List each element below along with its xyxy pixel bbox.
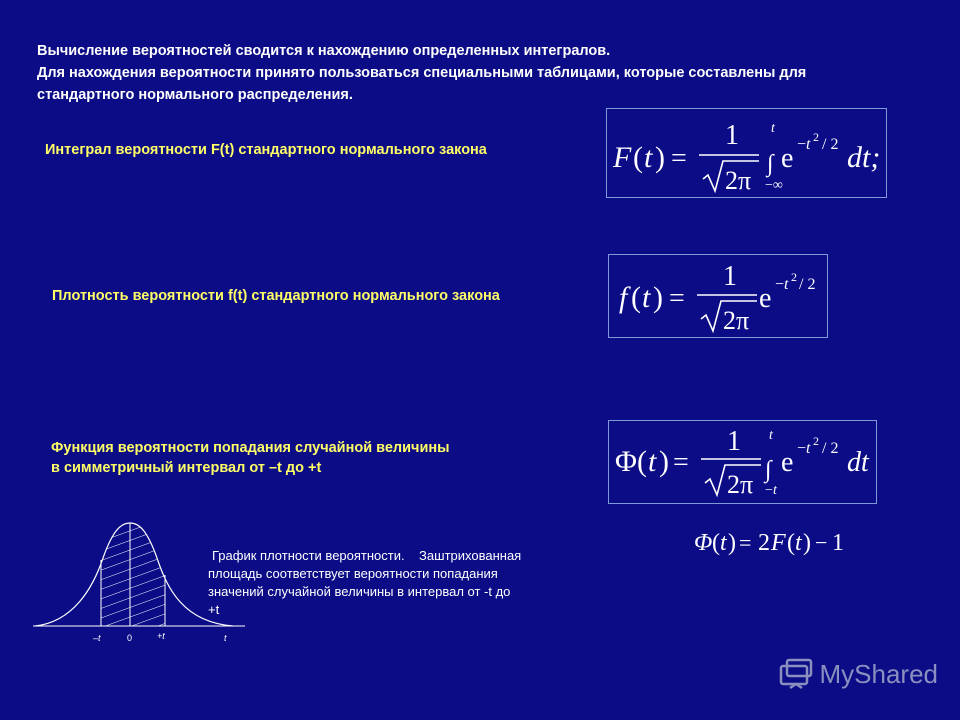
myshared-logo-icon [778, 658, 814, 690]
svg-text:/ 2: / 2 [799, 276, 816, 293]
interval-formula [609, 421, 876, 503]
density-formula [609, 255, 827, 337]
svg-text:f: f [619, 281, 628, 314]
svg-text:F: F [613, 141, 632, 174]
svg-text:=: = [739, 530, 752, 555]
svg-text:1: 1 [727, 426, 741, 457]
svg-text:t: t [784, 276, 789, 293]
svg-text:t: t [771, 121, 775, 136]
svg-text:(: ( [787, 530, 795, 556]
svg-text:t: t [773, 483, 777, 498]
svg-text:dt;: dt; [847, 141, 881, 174]
intro-text [37, 40, 957, 106]
svg-text:2π: 2π [723, 306, 750, 335]
svg-text:): ) [659, 445, 669, 478]
svg-text:Φ: Φ [694, 530, 713, 556]
svg-text:e: e [781, 447, 794, 478]
svg-text:e: e [759, 283, 772, 314]
interval-formula-box [608, 420, 877, 504]
svg-text:−: − [815, 530, 828, 555]
svg-text:): ) [803, 530, 811, 556]
svg-text:∫: ∫ [765, 457, 772, 483]
interval-label-line-1: Функция вероятности попадания случайной величины [51, 440, 450, 456]
svg-text:2: 2 [791, 270, 797, 284]
svg-text:t: t [806, 440, 811, 457]
svg-text:−: − [765, 483, 773, 498]
intro-line-2: Для нахождения вероятности принято пользоваться специальными таблицами, которые составлены для [37, 65, 807, 81]
svg-text:−: − [775, 276, 785, 293]
svg-text:−: − [797, 440, 807, 457]
tick-t: t [224, 633, 227, 643]
caption-line-2: площадь соответствует вероятности попадания [208, 566, 498, 581]
watermark-text: MyShared [819, 658, 938, 689]
graph-caption [208, 547, 521, 619]
svg-text:t: t [720, 530, 727, 556]
svg-text:t: t [769, 428, 773, 443]
watermark [778, 658, 939, 690]
caption-line-3: значений случайной величины в интервал от -t до [208, 584, 511, 599]
svg-text:t: t [806, 136, 811, 153]
svg-text:2: 2 [813, 130, 819, 144]
svg-text:(: ( [633, 141, 643, 174]
svg-text:∫: ∫ [767, 151, 774, 177]
svg-text:t: t [795, 530, 802, 556]
tick-zero: 0 [127, 633, 133, 643]
integral-formula [607, 109, 886, 197]
svg-text:/ 2: / 2 [822, 440, 839, 457]
intro-line-3: стандартного нормального распределения. [37, 87, 353, 103]
svg-text:=: = [673, 447, 689, 478]
density-formula-box [608, 254, 828, 338]
svg-text:−∞: −∞ [765, 178, 783, 193]
svg-text:=: = [671, 143, 687, 174]
svg-text:/ 2: / 2 [822, 136, 839, 153]
caption-line-1: График плотности вероятности. Заштрихованная [212, 548, 522, 563]
svg-text:): ) [655, 141, 665, 174]
svg-text:Φ: Φ [615, 445, 637, 478]
density-label: Плотность вероятности f(t) стандартного нормального закона [52, 288, 500, 304]
svg-text:1: 1 [725, 120, 739, 151]
relation-formula [694, 526, 854, 560]
svg-text:): ) [728, 530, 736, 556]
svg-text:t: t [648, 445, 657, 478]
integral-formula-box [606, 108, 887, 198]
svg-text:e: e [781, 143, 794, 174]
caption-line-4: +t [208, 602, 220, 617]
interval-label-line-2: в симметричный интервал от –t до +t [51, 460, 322, 476]
integral-label: Интеграл вероятности F(t) стандартного нормального закона [45, 142, 487, 158]
svg-text:F: F [771, 530, 786, 556]
hatched-area [101, 518, 165, 626]
svg-text:2: 2 [813, 434, 819, 448]
svg-text:(: ( [631, 281, 641, 314]
svg-text:2: 2 [758, 530, 770, 556]
intro-line-1: Вычисление вероятностей сводится к нахождению определенных интегралов. [37, 43, 611, 59]
svg-text:2π: 2π [725, 166, 752, 195]
svg-text:1: 1 [832, 530, 844, 556]
svg-text:1: 1 [723, 261, 737, 292]
svg-text:dt: dt [847, 447, 869, 478]
interval-label [51, 438, 450, 478]
svg-text:): ) [653, 281, 663, 314]
svg-text:(: ( [637, 445, 647, 478]
svg-text:(: ( [712, 530, 720, 556]
tick-plus-t: +t [157, 631, 165, 641]
svg-text:=: = [669, 283, 685, 314]
svg-text:t: t [642, 281, 651, 314]
tick-minus-t: –t [93, 633, 101, 643]
svg-text:t: t [644, 141, 653, 174]
svg-text:−: − [797, 136, 807, 153]
svg-text:2π: 2π [727, 470, 754, 499]
